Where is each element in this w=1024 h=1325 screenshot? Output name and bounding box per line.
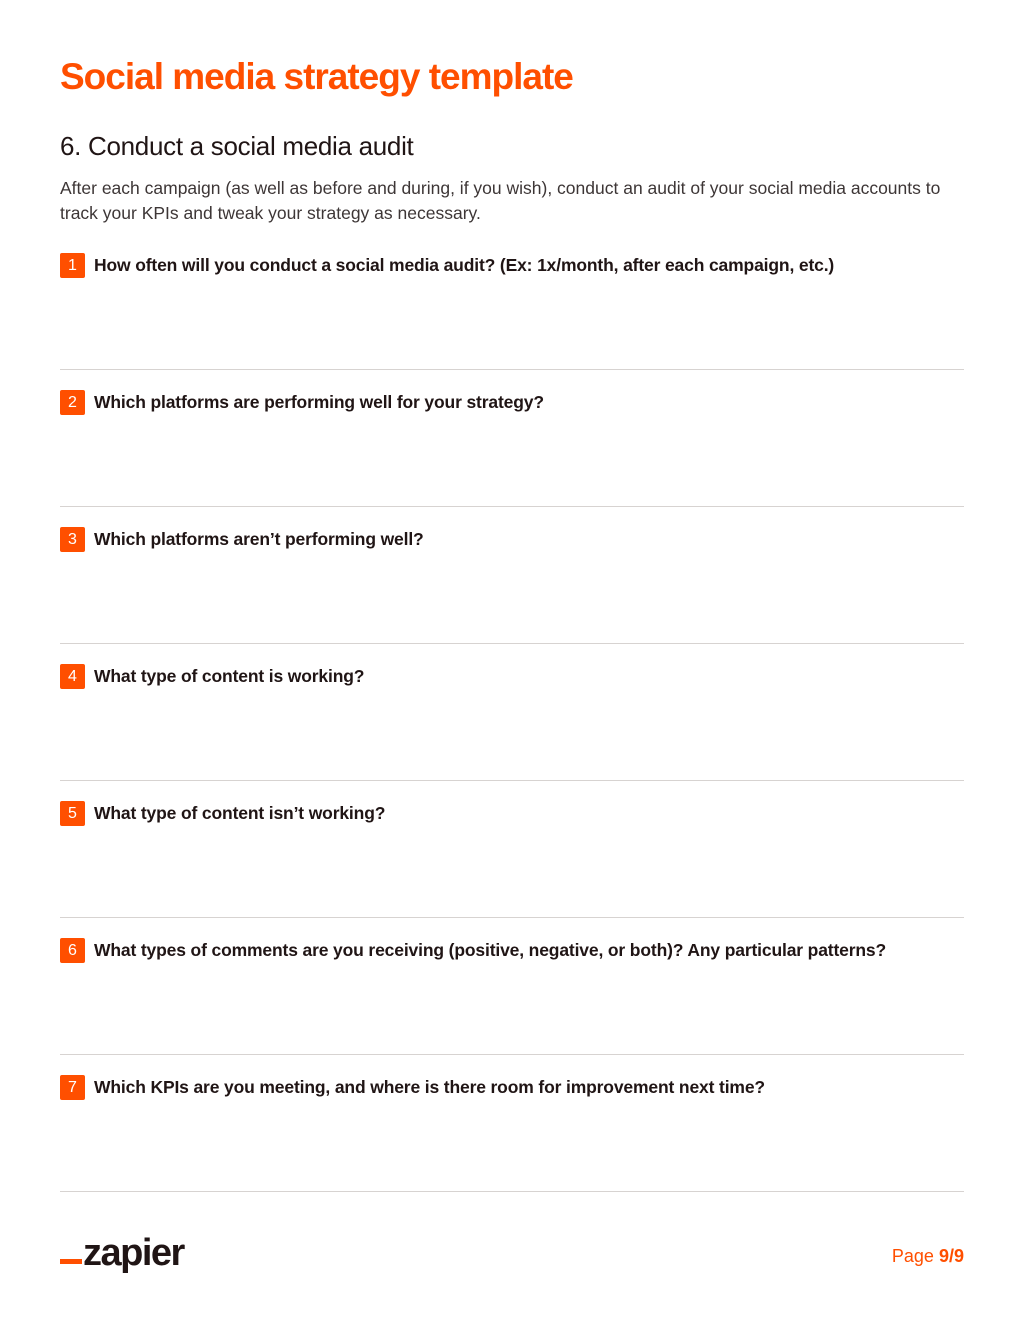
document-page xyxy=(60,0,964,1325)
question-heading xyxy=(60,801,385,826)
question-text: How often will you conduct a social media audit? (Ex: 1x/month, after each campaign, etc.) xyxy=(94,255,835,275)
question-item xyxy=(60,664,964,801)
question-heading xyxy=(60,664,364,689)
question-item xyxy=(60,253,964,390)
document-title: Social media strategy template xyxy=(60,56,573,97)
answer-divider xyxy=(60,506,964,507)
question-heading xyxy=(60,938,886,963)
question-heading xyxy=(60,527,424,552)
question-number-badge: 1 xyxy=(60,253,85,278)
question-item xyxy=(60,1075,964,1212)
question-number-badge: 3 xyxy=(60,527,85,552)
question-number-badge: 5 xyxy=(60,801,85,826)
question-item xyxy=(60,801,964,938)
question-text: What type of content isn’t working? xyxy=(94,803,386,823)
answer-divider xyxy=(60,780,964,781)
question-text: What type of content is working? xyxy=(94,666,365,686)
question-number-badge: 6 xyxy=(60,938,85,963)
question-item xyxy=(60,527,964,664)
question-text: Which KPIs are you meeting, and where is there room for improvement next time? xyxy=(94,1077,765,1097)
answer-divider xyxy=(60,917,964,918)
answer-divider xyxy=(60,1054,964,1055)
section-intro: After each campaign (as well as before and during, if you wish), conduct an audit of your social media accounts to track your KPIs and tweak your strategy as necessary. xyxy=(60,178,941,223)
question-list xyxy=(60,253,964,1212)
zapier-logo xyxy=(60,1232,184,1272)
question-item xyxy=(60,938,964,1075)
question-heading xyxy=(60,390,544,415)
answer-divider xyxy=(60,369,964,370)
page-label: Page xyxy=(891,1246,934,1266)
page-indicator xyxy=(892,1246,964,1267)
section-title: 6. Conduct a social media audit xyxy=(60,131,414,161)
question-text: What types of comments are you receiving (positive, negative, or both)? Any particular patterns? xyxy=(94,940,887,960)
page-number: 9/9 xyxy=(938,1246,964,1266)
question-number-badge: 4 xyxy=(60,664,85,689)
question-text: Which platforms are performing well for your strategy? xyxy=(94,392,544,412)
question-heading xyxy=(60,1075,765,1100)
question-item xyxy=(60,390,964,527)
answer-divider xyxy=(60,1191,964,1192)
logo-underscore-mark xyxy=(60,1259,82,1264)
question-number-badge: 2 xyxy=(60,390,85,415)
question-heading xyxy=(60,253,834,278)
answer-divider xyxy=(60,643,964,644)
question-number-badge: 7 xyxy=(60,1075,85,1100)
question-text: Which platforms aren’t performing well? xyxy=(94,529,424,549)
logo-wordmark: zapier xyxy=(83,1232,184,1274)
